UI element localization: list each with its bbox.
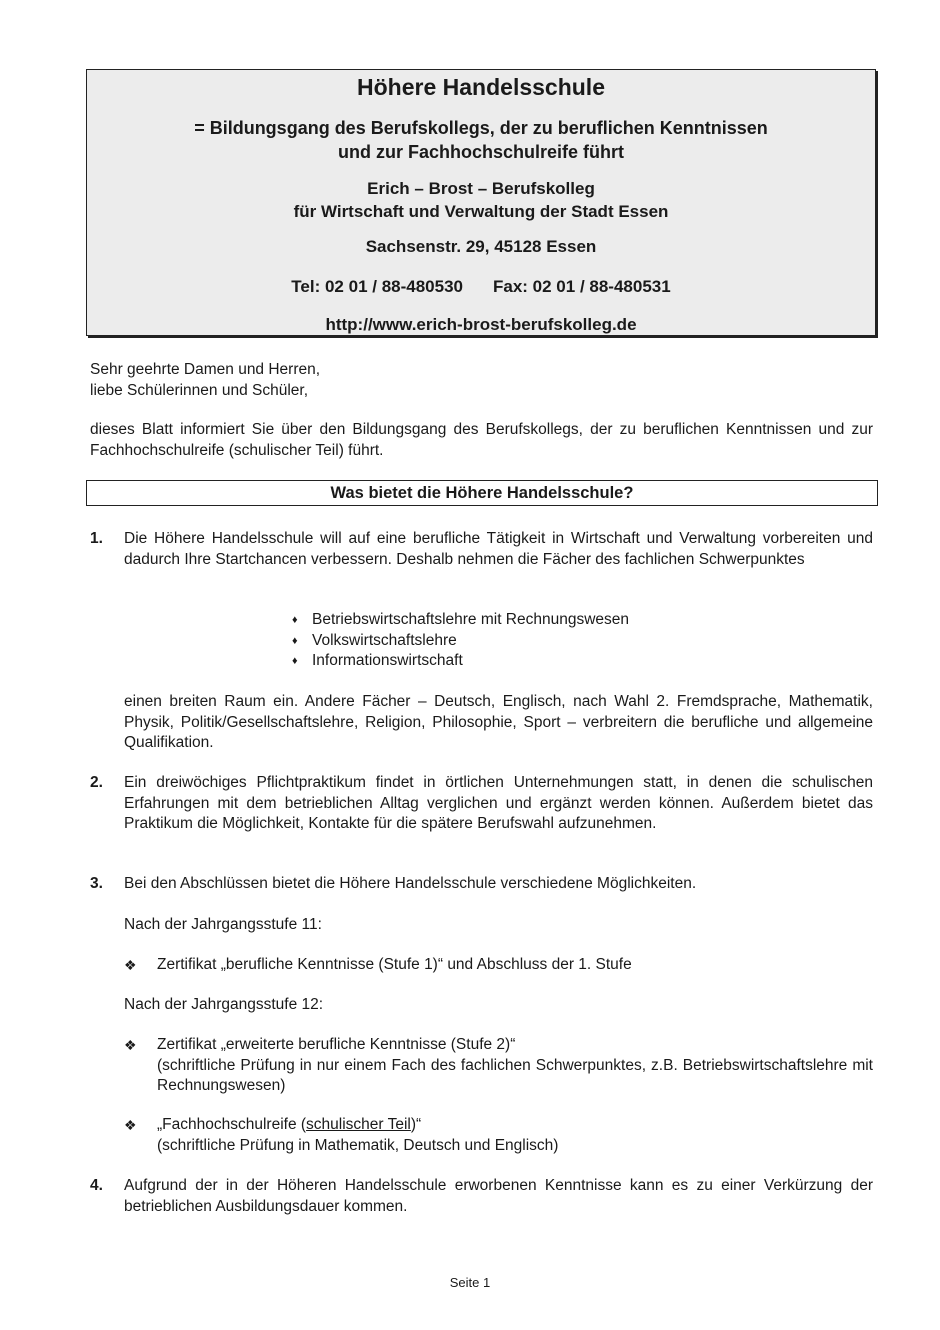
item-number-3: 3. bbox=[90, 875, 103, 892]
fachhochschulreife-title bbox=[157, 1115, 873, 1136]
fachhochschulreife-option bbox=[157, 1115, 873, 1156]
item-1-text-after: einen breiten Raum ein. Andere Fächer – Deutsch, Englisch, nach Wahl 2. Fremdsprache, Mathematik, Physik, Politik/Gesellschaftslehre, Religion, Philosophie, Sport – verbreitern die berufliche und allgemeine Qualifikation. bbox=[124, 693, 873, 751]
item-4-text: Aufgrund der in der Höheren Handelsschule erworbenen Kenntnisse kann es zu einer Verkürzung der betrieblichen Ausbildungsdauer kommen. bbox=[124, 1177, 873, 1215]
subject-label: Volkswirtschaftslehre bbox=[312, 631, 457, 649]
list-item bbox=[292, 651, 629, 672]
school-name-line-2: für Wirtschaft und Verwaltung der Stadt Essen bbox=[293, 202, 669, 221]
subtitle-line-1: = Bildungsgang des Berufskollegs, der zu beruflichen Kenntnissen bbox=[194, 118, 768, 138]
diamond-bullet-icon: ♦ bbox=[292, 634, 298, 647]
page-number: Seite 1 bbox=[449, 1275, 491, 1290]
ornament-bullet-icon: ❖ bbox=[124, 957, 137, 973]
greeting-line-1: Sehr geehrte Damen und Herren, bbox=[90, 361, 321, 378]
diamond-bullet-icon: ♦ bbox=[292, 655, 298, 667]
list-item bbox=[292, 631, 629, 652]
header-box bbox=[86, 69, 876, 336]
ornament-bullet-icon: ❖ bbox=[124, 1037, 137, 1053]
document-subtitle bbox=[87, 116, 875, 164]
year-12-heading: Nach der Jahrgangsstufe 12: bbox=[124, 996, 324, 1013]
telephone-number: Tel: 02 01 / 88-480530 bbox=[291, 277, 463, 296]
school-website-link[interactable]: http://www.erich-brost-berufskolleg.de bbox=[325, 315, 637, 334]
fachhochschulreife-label: „Fachhochschulreife ( bbox=[157, 1116, 307, 1133]
contact-line bbox=[87, 277, 875, 297]
item-number-2: 2. bbox=[90, 774, 103, 791]
greeting-line-2: liebe Schülerinnen und Schüler, bbox=[90, 381, 309, 399]
ornament-bullet-icon: ❖ bbox=[124, 1117, 137, 1133]
diamond-bullet-icon: ♦ bbox=[292, 614, 298, 626]
intro-paragraph: dieses Blatt informiert Sie über den Bildungsgang des Berufskollegs, der zu beruflichen Kenntnissen und zur Fachhochschulreife (schulischer Teil) führt. bbox=[90, 421, 873, 459]
greeting bbox=[90, 360, 873, 401]
schulischer-teil-underlined: schulischer Teil bbox=[306, 1116, 411, 1133]
school-name bbox=[87, 177, 875, 223]
fax-number: Fax: 02 01 / 88-480531 bbox=[493, 277, 671, 296]
certificate-level-2-note: (schriftliche Prüfung in nur einem Fach des fachlichen Schwerpunktes, z.B. Betriebswirtschaftslehre mit Rechnungswesen) bbox=[157, 1056, 873, 1094]
year-11-heading: Nach der Jahrgangsstufe 11: bbox=[124, 916, 322, 933]
document-title: Höhere Handelsschule bbox=[357, 74, 605, 100]
subject-list bbox=[292, 610, 629, 672]
fachhochschulreife-suffix: )“ bbox=[410, 1116, 422, 1133]
item-number-1: 1. bbox=[90, 530, 103, 547]
certificate-level-2 bbox=[157, 1035, 873, 1097]
certificate-level-2-title: Zertifikat „erweiterte berufliche Kenntnisse (Stufe 2)“ bbox=[157, 1036, 516, 1053]
item-number-4: 4. bbox=[90, 1177, 103, 1194]
section-heading: Was bietet die Höhere Handelsschule? bbox=[86, 480, 878, 506]
subtitle-line-2: und zur Fachhochschulreife führt bbox=[337, 142, 624, 162]
item-2-text: Ein dreiwöchiges Pflichtpraktikum findet in örtlichen Unternehmungen statt, in denen die schulischen Erfahrungen mit dem betrieblichen Alltag verglichen und ergänzt werden können. Außerdem bietet das Praktikum die Möglichkeit, Kontakte für die spätere Berufswahl aufzunehmen. bbox=[124, 774, 873, 832]
school-name-line-1: Erich – Brost – Berufskolleg bbox=[367, 179, 595, 198]
item-1-text: Die Höhere Handelsschule will auf eine berufliche Tätigkeit in Wirtschaft und Verwaltung vorbereiten und dadurch Ihre Startchancen verbessern. Deshalb nehmen die Fächer des fachlichen Schwerpunktes bbox=[124, 530, 873, 568]
item-3-text: Bei den Abschlüssen bietet die Höhere Handelsschule verschiedene Möglichkeiten. bbox=[124, 875, 697, 892]
subject-label: Informationswirtschaft bbox=[312, 652, 463, 669]
fachhochschulreife-note: (schriftliche Prüfung in Mathematik, Deutsch und Englisch) bbox=[157, 1136, 559, 1154]
subject-label: Betriebswirtschaftslehre mit Rechnungswesen bbox=[312, 611, 630, 628]
school-address: Sachsenstr. 29, 45128 Essen bbox=[365, 237, 597, 256]
certificate-level-1: Zertifikat „berufliche Kenntnisse (Stufe 1)“ und Abschluss der 1. Stufe bbox=[157, 956, 632, 973]
list-item bbox=[292, 610, 629, 631]
